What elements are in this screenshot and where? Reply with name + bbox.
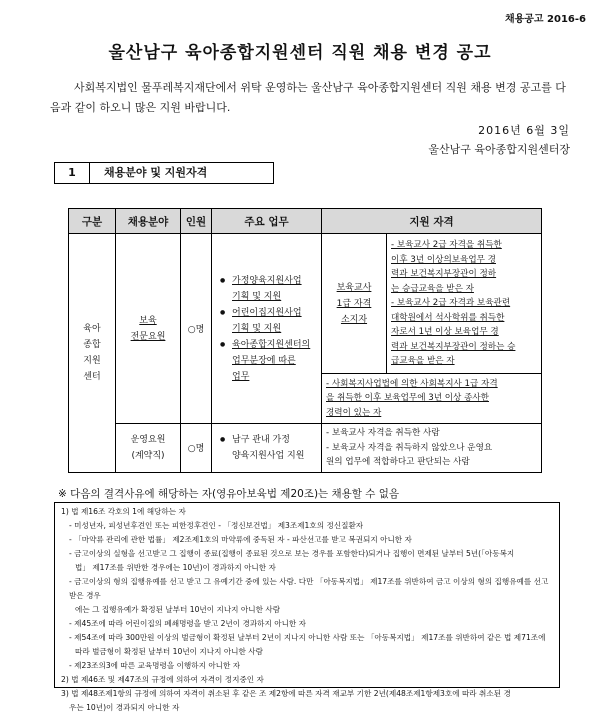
box-line: 에는 그 집행유예가 확정된 날부터 10년이 지나지 아니한 사람	[75, 605, 281, 614]
section-number: 1	[55, 163, 90, 183]
count-cell: ○명	[181, 234, 212, 424]
notice-date: 2016년 6월 3일	[478, 124, 570, 137]
duty-item: ● 남구 관내 가정 양육지원사업 지원	[230, 432, 319, 464]
box-line: 따라 벌금형이 확정된 날부터 10년이 지나지 아니한 사람	[75, 647, 263, 656]
page-title: 울산남구 육아종합지원센터 직원 채용 변경 공고	[108, 43, 492, 63]
table-header-row	[69, 209, 542, 234]
box-line: - 제54조에 따라 300만원 이상의 벌금형이 확정된 날부터 2년이 지나지 아니한 사람 또는 「아동복지법」 제17조를 위반하여 같은 법 제71조에	[69, 633, 546, 642]
disqualification-notice: ※ 다음의 결격사유에 해당하는 자(영유아보육법 제20조)는 채용할 수 없음	[58, 488, 400, 500]
box-line: - 금고이상의 실형을 선고받고 그 집행이 종료(집행이 종료된 것으로 보는 경우를 포함한다)되거나 집행이 면제된 날부터 5년(「아동복지	[69, 549, 515, 558]
qualifications-cell: - 보육교사 자격을 취득한 사람 - 보육교사 자격을 취득하지 않았으나 운영요 원의 업무에 적합하다고 판단되는 사람	[322, 424, 542, 473]
duty-item: ● 가정양육지원사업 기획 및 지원	[230, 273, 319, 305]
duties-cell	[212, 234, 322, 424]
field-cell: 운영요원 (계약직)	[116, 424, 181, 473]
duty-item: ● 육아종합지원센터의 업무분장에 따른 업무	[230, 337, 319, 385]
box-line: 우는 10년)이 경과되지 아니한 자	[69, 703, 180, 712]
box-line: - 제45조에 따라 어린이집의 폐쇄명령을 받고 2년이 경과하지 아니한 자	[69, 619, 307, 628]
header-count: 인원	[181, 209, 212, 234]
sub-qualification-label: 보육교사 1급 자격 소지자	[322, 234, 387, 374]
organization-name: 울산남구 육아종합지원센터장	[428, 143, 570, 156]
recruitment-table	[68, 208, 542, 473]
extra-qualification-cell: - 사회복지사업법에 의한 사회복지사 1급 자격 을 취득한 이후 보육업무에 3년 이상 종사한 경력이 있는 자	[322, 374, 542, 424]
section-label: 채용분야 및 지원자격	[104, 166, 208, 179]
section-header	[54, 162, 274, 184]
header-field: 채용분야	[116, 209, 181, 234]
table-row	[69, 234, 542, 374]
duties-cell	[212, 424, 322, 473]
box-line: - 금고이상의 형의 집행유예를 선고 받고 그 유예기간 중에 있는 사람. 다만 「아동복지법」 제17조를 위반하여 금고 이상의 형의 집행유예를 선고받은 경우	[69, 577, 549, 600]
box-line: - 「마약류 관리에 관한 법률」 제2조제1호의 마약류에 중독된 자 - 파산선고를 받고 복권되지 아니한 자	[69, 535, 412, 544]
notice-number: 채용공고 2016-6	[504, 14, 586, 25]
box-line: 1) 법 제16조 각호의 1에 해당하는 자	[61, 507, 186, 516]
intro-text: 사회복지법인 물푸레복지재단에서 위탁 운영하는 울산남구 육아종합지원센터 직원 채용 변경 공고를 다음과 같이 하오니 많은 지원 바랍니다.	[50, 81, 566, 114]
disqualification-box	[54, 502, 560, 712]
duty-item: ● 어린이집지원사업 기획 및 지원	[230, 305, 319, 337]
box-line: - 제23조의3에 따른 교육명령을 이행하지 아니한 자	[69, 661, 241, 670]
box-line: 2) 법 제46조 및 제47조의 규정에 의하여 자격이 정지중인 자	[61, 675, 264, 684]
box-line: 3) 법 제48조제1항의 규정에 의하여 자격이 취소된 후 같은 조 제2항에 따른 자격 재교부 기한 2년(제48조제1항제3호에 따라 취소된 경	[61, 689, 511, 698]
box-line: - 미성년자, 피성년후견인 또는 피한정후견인 - 「정신보건법」 제3조제1호의 정신질환자	[69, 521, 364, 530]
header-category: 구분	[69, 209, 116, 234]
sub-qualifications-cell: - 보육교사 2급 자격을 취득한 이후 3년 이상의보육업무 경 력과 보건복지부장관이 정하 는 승급교육을 받은 자 - 보육교사 2급 자격과 보육관련 대학원에서 석사학위를 취득한 자로서 1년 이상 보육업무 경 력과 보건복지부장관이 정하는 승 급교육을 받은 자	[387, 234, 542, 374]
table-row	[69, 424, 542, 473]
category-cell: 육아 종합 지원 센터	[69, 234, 116, 473]
header-duties: 주요 업무	[212, 209, 322, 234]
field-cell: 보육 전문요원	[116, 234, 181, 424]
header-qualifications: 지원 자격	[322, 209, 542, 234]
count-cell: ○명	[181, 424, 212, 473]
box-line: 법」 제17조를 위반한 경우에는 10년)이 경과하지 아니한 자	[75, 563, 276, 572]
